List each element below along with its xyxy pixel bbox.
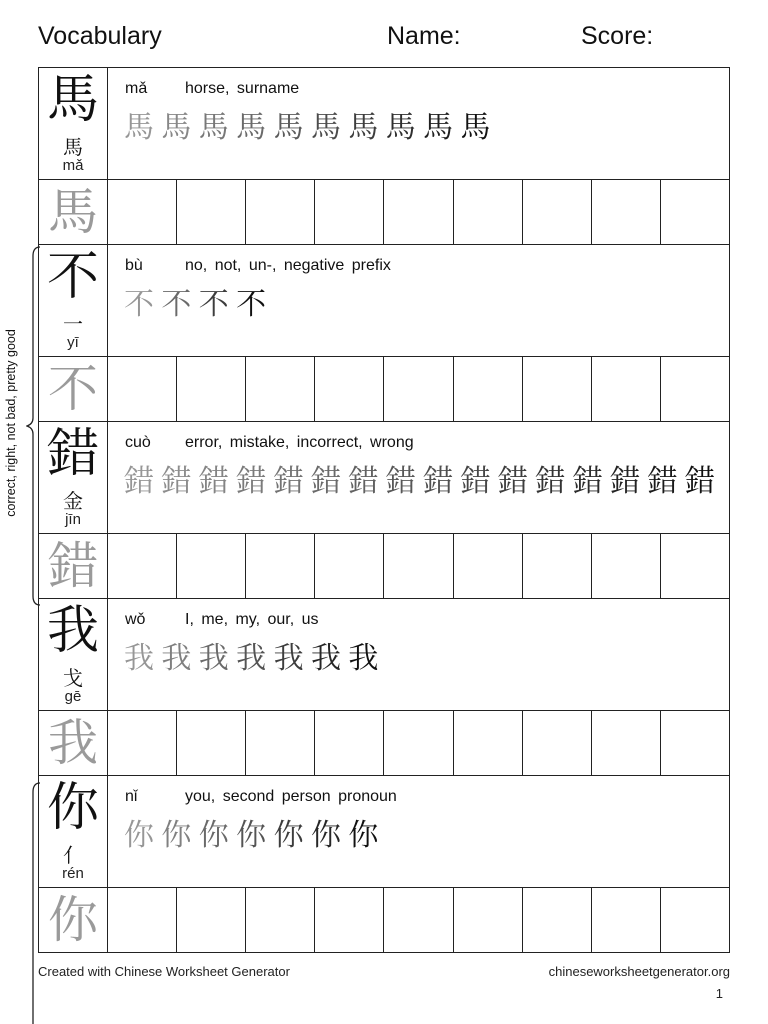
practice-box[interactable]	[523, 357, 592, 421]
entry-info-row	[38, 68, 730, 180]
footer-website: chineseworksheetgenerator.org	[548, 964, 730, 979]
entry-pinyin: mǎ	[125, 80, 148, 97]
vocabulary-grid	[38, 67, 730, 953]
practice-box[interactable]	[523, 534, 592, 598]
stroke-step-char: 我	[124, 641, 154, 676]
stroke-step-char: 你	[124, 818, 154, 853]
radical-character: 金	[63, 489, 83, 513]
trace-character: 錯	[48, 537, 98, 595]
trace-cell[interactable]	[39, 534, 108, 598]
practice-box[interactable]	[384, 711, 453, 775]
radical-pinyin: gē	[64, 688, 82, 705]
practice-box[interactable]	[177, 534, 246, 598]
stroke-step-char: 馬	[124, 110, 154, 145]
practice-box[interactable]	[454, 357, 523, 421]
trace-character: 馬	[48, 183, 98, 241]
entry-meaning: error, mistake, incorrect, wrong	[185, 434, 414, 451]
vocab-entry	[38, 422, 730, 599]
stroke-step-char: 錯	[423, 464, 454, 499]
entry-details	[108, 68, 729, 179]
trace-character: 不	[48, 360, 98, 418]
radical-character: 戈	[63, 666, 83, 690]
practice-box[interactable]	[246, 711, 315, 775]
entry-details	[108, 776, 729, 887]
main-character: 馬	[46, 70, 99, 130]
stroke-step-char: 錯	[385, 464, 416, 499]
practice-row	[38, 534, 730, 598]
practice-box[interactable]	[315, 711, 384, 775]
entry-meaning: no, not, un-, negative prefix	[185, 257, 391, 274]
radical-pinyin: rén	[62, 865, 84, 882]
stroke-step-char: 馬	[161, 110, 192, 145]
practice-box[interactable]	[384, 357, 453, 421]
practice-box[interactable]	[523, 888, 592, 952]
stroke-step-char: 我	[198, 641, 229, 676]
practice-box[interactable]	[592, 534, 661, 598]
practice-box[interactable]	[661, 534, 729, 598]
trace-cell[interactable]	[39, 711, 108, 775]
stroke-step-char: 錯	[236, 464, 267, 499]
entry-meaning: you, second person pronoun	[185, 788, 397, 805]
character-cell	[39, 599, 108, 710]
practice-box[interactable]	[592, 711, 661, 775]
practice-box[interactable]	[246, 180, 315, 244]
side-note: correct, right, not bad, pretty good	[4, 329, 18, 517]
stroke-step-char: 馬	[273, 110, 304, 145]
practice-box[interactable]	[108, 888, 177, 952]
practice-box[interactable]	[108, 534, 177, 598]
practice-box[interactable]	[661, 180, 729, 244]
stroke-step-char: 馬	[460, 110, 491, 145]
practice-box[interactable]	[177, 357, 246, 421]
practice-box[interactable]	[246, 888, 315, 952]
page-number: 1	[715, 986, 723, 1001]
radical-character: 馬	[63, 135, 83, 159]
stroke-step-char: 你	[348, 818, 379, 853]
stroke-step-char: 錯	[535, 464, 566, 499]
stroke-step-char: 錯	[310, 464, 341, 499]
entry-info-row	[38, 245, 730, 357]
practice-box[interactable]	[384, 180, 453, 244]
vocab-entry	[38, 68, 730, 245]
score-label: Score:	[581, 22, 654, 50]
character-cell	[39, 776, 108, 887]
practice-box[interactable]	[454, 711, 523, 775]
stroke-step-char: 錯	[610, 464, 641, 499]
trace-character: 你	[48, 891, 98, 949]
worksheet-title: Vocabulary	[38, 22, 162, 50]
stroke-step-char: 錯	[124, 464, 154, 499]
trace-cell[interactable]	[39, 180, 108, 244]
practice-box[interactable]	[592, 180, 661, 244]
main-character: 我	[46, 601, 99, 661]
trace-character: 我	[48, 714, 98, 772]
radical-character: 亻	[63, 843, 83, 867]
radical-pinyin: mǎ	[62, 157, 84, 174]
side-bracket	[26, 246, 42, 606]
stroke-order-sequence	[124, 816, 386, 856]
entry-details	[108, 245, 729, 356]
stroke-step-char: 馬	[348, 110, 379, 145]
side-bracket-lower	[26, 782, 42, 1024]
stroke-step-char: 我	[236, 641, 267, 676]
practice-box[interactable]	[177, 180, 246, 244]
practice-box[interactable]	[177, 888, 246, 952]
character-cell	[39, 68, 108, 179]
practice-box[interactable]	[661, 357, 729, 421]
stroke-step-char: 馬	[423, 110, 454, 145]
stroke-step-char: 你	[198, 818, 229, 853]
vocab-entry	[38, 776, 730, 953]
stroke-step-char: 馬	[310, 110, 341, 145]
entry-pinyin: nǐ	[125, 788, 138, 805]
stroke-step-char: 我	[310, 641, 341, 676]
stroke-step-char: 你	[236, 818, 267, 853]
main-character: 錯	[46, 424, 99, 484]
stroke-step-char: 你	[273, 818, 304, 853]
footer-credit: Created with Chinese Worksheet Generator	[38, 964, 290, 979]
stroke-step-char: 馬	[385, 110, 416, 145]
practice-box[interactable]	[108, 711, 177, 775]
entry-details	[108, 422, 729, 533]
main-character: 你	[46, 778, 99, 838]
character-cell	[39, 422, 108, 533]
entry-meaning: horse, surname	[185, 80, 300, 97]
practice-box[interactable]	[384, 534, 453, 598]
stroke-step-char: 不	[124, 287, 154, 322]
stroke-step-char: 不	[198, 287, 229, 322]
practice-box[interactable]	[454, 534, 523, 598]
practice-box[interactable]	[246, 357, 315, 421]
practice-box[interactable]	[108, 357, 177, 421]
practice-row	[38, 357, 730, 421]
character-cell	[39, 245, 108, 356]
stroke-step-char: 不	[161, 287, 192, 322]
practice-box[interactable]	[246, 534, 315, 598]
entry-info-row	[38, 422, 730, 534]
trace-cell[interactable]	[39, 357, 108, 421]
stroke-step-char: 錯	[348, 464, 379, 499]
stroke-step-char: 錯	[684, 464, 715, 499]
stroke-step-char: 錯	[273, 464, 304, 499]
practice-box[interactable]	[454, 888, 523, 952]
practice-row	[38, 180, 730, 244]
stroke-step-char: 錯	[460, 464, 491, 499]
entry-pinyin: wǒ	[125, 611, 146, 628]
practice-box[interactable]	[108, 180, 177, 244]
stroke-step-char: 你	[310, 818, 341, 853]
practice-box[interactable]	[384, 888, 453, 952]
stroke-step-char: 你	[161, 818, 192, 853]
trace-cell[interactable]	[39, 888, 108, 952]
main-character: 不	[46, 247, 99, 307]
practice-box[interactable]	[177, 711, 246, 775]
stroke-step-char: 馬	[198, 110, 229, 145]
practice-box[interactable]	[454, 180, 523, 244]
entry-info-row	[38, 776, 730, 888]
practice-box[interactable]	[315, 534, 384, 598]
stroke-order-sequence	[124, 462, 722, 502]
stroke-step-char: 錯	[497, 464, 528, 499]
practice-box[interactable]	[523, 711, 592, 775]
practice-row	[38, 888, 730, 952]
practice-box[interactable]	[523, 180, 592, 244]
stroke-step-char: 錯	[572, 464, 603, 499]
stroke-step-char: 我	[348, 641, 379, 676]
stroke-order-sequence	[124, 639, 386, 679]
practice-box[interactable]	[315, 357, 384, 421]
radical-pinyin: yī	[67, 334, 79, 351]
practice-box[interactable]	[661, 888, 729, 952]
practice-box[interactable]	[315, 888, 384, 952]
entry-info-row	[38, 599, 730, 711]
practice-box[interactable]	[661, 711, 729, 775]
name-label: Name:	[387, 22, 461, 50]
stroke-step-char: 錯	[647, 464, 678, 499]
worksheet-header	[38, 22, 730, 58]
entry-pinyin: bù	[125, 257, 143, 274]
stroke-step-char: 我	[161, 641, 192, 676]
practice-box[interactable]	[592, 357, 661, 421]
practice-row	[38, 711, 730, 775]
stroke-step-char: 不	[236, 287, 267, 322]
radical-character: 一	[63, 312, 83, 336]
stroke-step-char: 錯	[198, 464, 229, 499]
practice-box[interactable]	[592, 888, 661, 952]
stroke-order-sequence	[124, 108, 498, 148]
vocab-entry	[38, 599, 730, 776]
entry-meaning: I, me, my, our, us	[185, 611, 319, 628]
entry-details	[108, 599, 729, 710]
vocab-entry	[38, 245, 730, 422]
practice-box[interactable]	[315, 180, 384, 244]
stroke-order-sequence	[124, 285, 274, 325]
stroke-step-char: 錯	[161, 464, 192, 499]
radical-pinyin: jīn	[65, 511, 81, 528]
stroke-step-char: 我	[273, 641, 304, 676]
entry-pinyin: cuò	[125, 434, 151, 451]
stroke-step-char: 馬	[236, 110, 267, 145]
